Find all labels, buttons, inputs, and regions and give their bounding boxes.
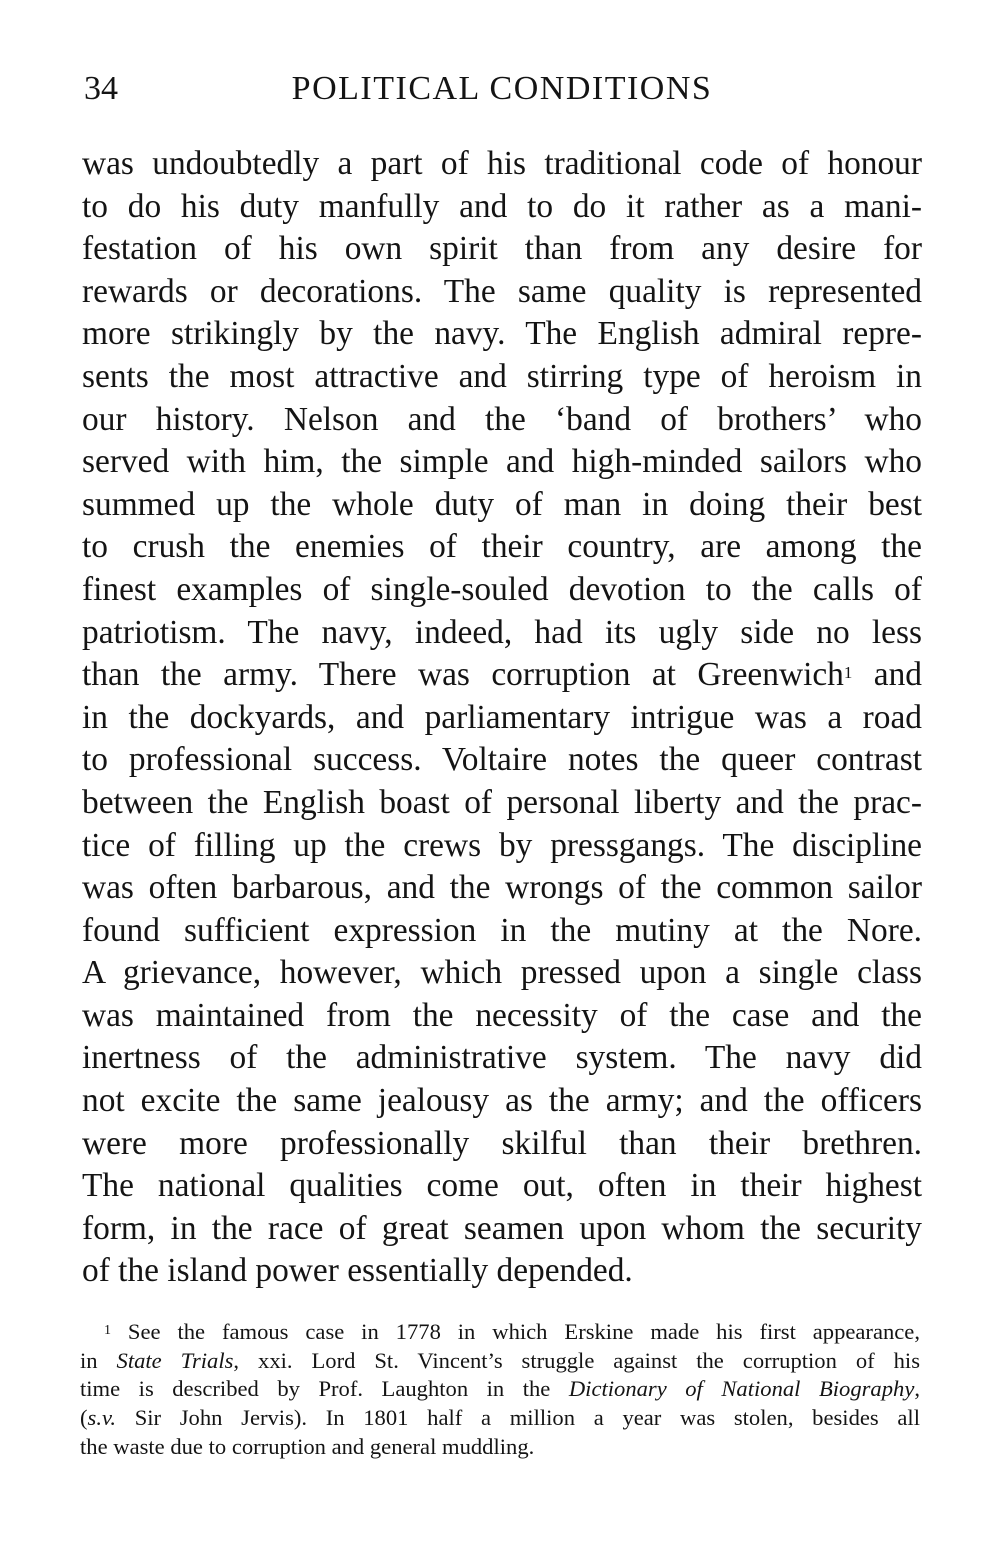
text-line: sents the most attractive and stirring type of heroism in	[82, 357, 922, 395]
text-line: to professional success. Voltaire notes the queer contrast	[82, 741, 922, 779]
citation-abbrev: s.v.	[87, 1405, 116, 1431]
text-line: summed up the whole duty of man in doing their best	[82, 485, 922, 523]
footnote-text: , xxi. Lord St. Vincent’s struggle against the corruption of his	[233, 1347, 920, 1373]
footnote-text: ,	[914, 1376, 920, 1402]
text-line: tice of filling up the crews by pressgangs. The discipline	[82, 826, 922, 864]
text-line: served with him, the simple and high-minded sailors who	[82, 443, 922, 481]
footnote-text: time is described by Prof. Laughton in the	[80, 1376, 569, 1402]
text-line: between the English boast of personal liberty and the prac-	[82, 783, 922, 821]
text-line: was undoubtedly a part of his traditional code of honour	[82, 145, 922, 182]
citation-title: State Trials	[116, 1347, 234, 1373]
footnote-line	[80, 1347, 920, 1376]
text-line: more strikingly by the navy. The English admiral repre-	[82, 315, 922, 353]
page-header	[84, 70, 920, 116]
text-line: was maintained from the necessity of the case and the	[82, 996, 922, 1034]
text-line: our history. Nelson and the ‘band of brothers’ who	[82, 400, 922, 438]
text-line: not excite the same jealousy as the army; and the officers	[82, 1082, 922, 1120]
footnote-text: See the famous case in 1778 in which Erskine made his first appearance,	[111, 1319, 920, 1344]
footnote-line	[80, 1375, 920, 1404]
text-line-tail: and	[852, 656, 922, 694]
text-line: to do his duty manfully and to do it rather as a mani-	[82, 187, 922, 225]
text-line: to crush the enemies of their country, are among the	[82, 528, 922, 566]
text-line: was often barbarous, and the wrongs of the common sailor	[82, 869, 922, 907]
page-number: 34	[84, 70, 118, 107]
text-line: of the island power essentially depended.	[82, 1252, 633, 1290]
text-line: form, in the race of great seamen upon whom the security	[82, 1209, 922, 1247]
running-title: POLITICAL CONDITIONS	[291, 70, 713, 107]
footnote-text: (	[80, 1405, 88, 1431]
text-line: The national qualities come out, often in their highest	[82, 1167, 922, 1205]
footnote	[80, 1318, 920, 1461]
footnote-line	[80, 1404, 920, 1433]
text-line: finest examples of single-souled devotion to the calls of	[82, 570, 922, 608]
text-line: patriotism. The navy, indeed, had its ugly side no less	[82, 613, 922, 651]
footnote-reference[interactable]: 1	[843, 663, 853, 683]
text-line: rewards or decorations. The same quality is represented	[82, 272, 922, 310]
text-line: A grievance, however, which pressed upon a single class	[82, 954, 922, 992]
text-line-with-footnote-ref	[82, 654, 922, 697]
body-text	[82, 143, 922, 1293]
text-line: festation of his own spirit than from any desire for	[82, 230, 922, 268]
text-line-head: than the army. There was corruption at Greenwich	[82, 656, 844, 694]
citation-title: Dictionary of National Biography	[568, 1376, 915, 1402]
footnote-line	[80, 1318, 920, 1347]
text-line: were more professionally skilful than their brethren.	[82, 1124, 922, 1162]
text-line: in the dockyards, and parliamentary intrigue was a road	[82, 698, 922, 736]
footnote-text: Sir John Jervis). In 1801 half a million a year was stolen, besides all	[115, 1405, 920, 1431]
text-line: found sufficient expression in the mutiny at the Nore.	[82, 911, 922, 949]
text-line: inertness of the administrative system. The navy did	[82, 1039, 922, 1077]
footnote-marker: 1	[104, 1323, 111, 1338]
footnote-text: in	[80, 1347, 117, 1373]
footnote-line: the waste due to corruption and general muddling.	[80, 1433, 535, 1459]
